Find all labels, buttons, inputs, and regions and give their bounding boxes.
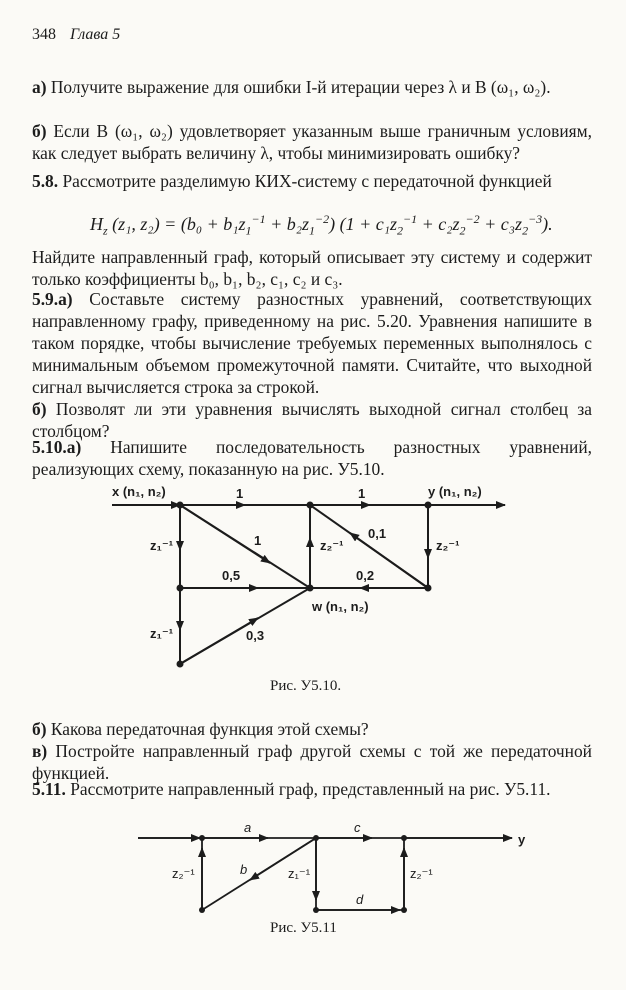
- input-label: x (n₁, n₂): [112, 484, 166, 499]
- node: [307, 585, 314, 592]
- gain-label: a: [244, 820, 252, 835]
- formula-part: H: [90, 214, 103, 234]
- delay-label: z₂⁻¹: [436, 538, 460, 553]
- problem-number: 5.10.а): [32, 437, 82, 457]
- w-label: w (n₁, n₂): [312, 599, 369, 614]
- gain-label: 1: [254, 533, 262, 548]
- gain-label: 0,1: [368, 526, 387, 541]
- delay-label: z₂⁻¹: [410, 866, 433, 881]
- formula-part: 2: [397, 223, 404, 238]
- formula-part: + c₃z: [479, 214, 523, 234]
- transfer-function-formula: [90, 212, 553, 239]
- problem-number: 5.9.а): [32, 289, 73, 309]
- delay-label: z₂⁻¹: [320, 538, 344, 553]
- formula-part: −2: [465, 212, 480, 226]
- delay-label: z₂⁻¹: [172, 866, 195, 881]
- problem-5-7b: [32, 120, 592, 164]
- problem-5-9a: [32, 288, 592, 398]
- formula-part: (z₁, z₂) = (b₀ + b₁z: [112, 214, 246, 234]
- figure-u5-10: [0, 478, 626, 678]
- figure-caption-u5-10: Рис. У5.10.: [270, 678, 342, 694]
- formula-part: ) (1 + c₁z: [329, 214, 398, 234]
- node: [177, 502, 184, 509]
- formula-part: 1: [245, 223, 252, 238]
- formula-part: 2: [459, 223, 466, 238]
- gain-label: b: [240, 862, 248, 877]
- formula-part: + b₂z: [265, 214, 310, 234]
- problem-number: 5.11.: [32, 779, 66, 799]
- gain-label: 0,2: [356, 568, 375, 583]
- item-text: Если B (ω₁, ω₂) удовлетворяет указанным выше граничным условиям, как следует выбрать величину λ, чтобы минимизировать ошибку?: [32, 121, 592, 163]
- output-label: y: [518, 832, 526, 847]
- gain-label: 0,3: [246, 628, 265, 643]
- output-label: y (n₁, n₂): [428, 484, 482, 499]
- formula-part: −3: [528, 212, 543, 226]
- formula-part: 1: [309, 223, 316, 238]
- formula-part: −1: [403, 212, 418, 226]
- problem-number: 5.8.: [32, 171, 59, 191]
- formula-part: −1: [251, 212, 266, 226]
- formula-part: ).: [542, 214, 553, 234]
- item-label: б): [32, 719, 47, 739]
- gain-label: 1: [236, 486, 244, 501]
- item-text: Напишите последовательность разностных уравнений, реализующих схему, показанную на рис. У5.10.: [32, 437, 592, 479]
- item-text: Найдите направленный граф, который описывает эту систему и содержит только коэффициенты b₀, b₁, b₂, c₁, c₂ и c₃.: [32, 247, 592, 289]
- item-text: Рассмотрите направленный граф, представленный на рис. У5.11.: [70, 779, 551, 799]
- page-number: 348: [32, 26, 56, 43]
- gain-label: d: [356, 892, 364, 907]
- page-header: [32, 26, 120, 44]
- formula-part: −2: [315, 212, 330, 226]
- problem-5-8-text: [32, 246, 592, 290]
- problem-5-10a: [32, 436, 592, 480]
- node: [313, 835, 319, 841]
- chapter-title: Глава 5: [70, 26, 121, 43]
- node: [425, 585, 432, 592]
- item-text: Составьте систему разностных уравнений, соответствующих направленному графу, приведенному на рис. 5.20. Уравнения напишите в таком порядке, чтобы вычисление требуемых переменных выполнялось с минимальным объемом промежуточной памяти. Считайте, что выходной сигнал вычисляется строка за строкой.: [32, 289, 592, 397]
- figure-caption-u5-11: Рис. У5.11: [270, 920, 337, 936]
- problem-5-10b: [32, 718, 592, 740]
- delay-label: z₁⁻¹: [150, 538, 174, 553]
- node: [307, 502, 314, 509]
- item-text: Какова передаточная функция этой схемы?: [50, 719, 369, 739]
- formula-part: z: [103, 223, 108, 238]
- node: [177, 661, 184, 668]
- node: [199, 907, 205, 913]
- gain-label: 0,5: [222, 568, 241, 583]
- item-label: б): [32, 121, 47, 141]
- delay-label: z₁⁻¹: [288, 866, 311, 881]
- figure-u5-11: [0, 820, 626, 930]
- node: [425, 502, 432, 509]
- item-label: а): [32, 77, 47, 97]
- formula-part: 2: [522, 223, 529, 238]
- node: [313, 907, 319, 913]
- gain-label: c: [354, 820, 361, 835]
- node: [177, 585, 184, 592]
- item-text: Постройте направленный граф другой схемы с той же передаточной функцией.: [32, 741, 592, 783]
- item-label: б): [32, 399, 47, 419]
- problem-5-11: [32, 778, 592, 800]
- problem-5-8: [32, 170, 592, 192]
- problem-5-7a: [32, 76, 592, 98]
- item-text: Получите выражение для ошибки I-й итерации через λ и B (ω₁, ω₂).: [50, 77, 551, 97]
- item-text: Позволят ли эти уравнения вычислять выходной сигнал столбец за столбцом?: [32, 399, 592, 441]
- node: [401, 907, 407, 913]
- formula-part: + c₂z: [417, 214, 460, 234]
- node: [401, 835, 407, 841]
- node: [199, 835, 205, 841]
- item-label: в): [32, 741, 48, 761]
- gain-label: 1: [358, 486, 366, 501]
- item-text: Рассмотрите разделимую КИХ-систему с передаточной функцией: [62, 171, 552, 191]
- delay-label: z₁⁻¹: [150, 626, 174, 641]
